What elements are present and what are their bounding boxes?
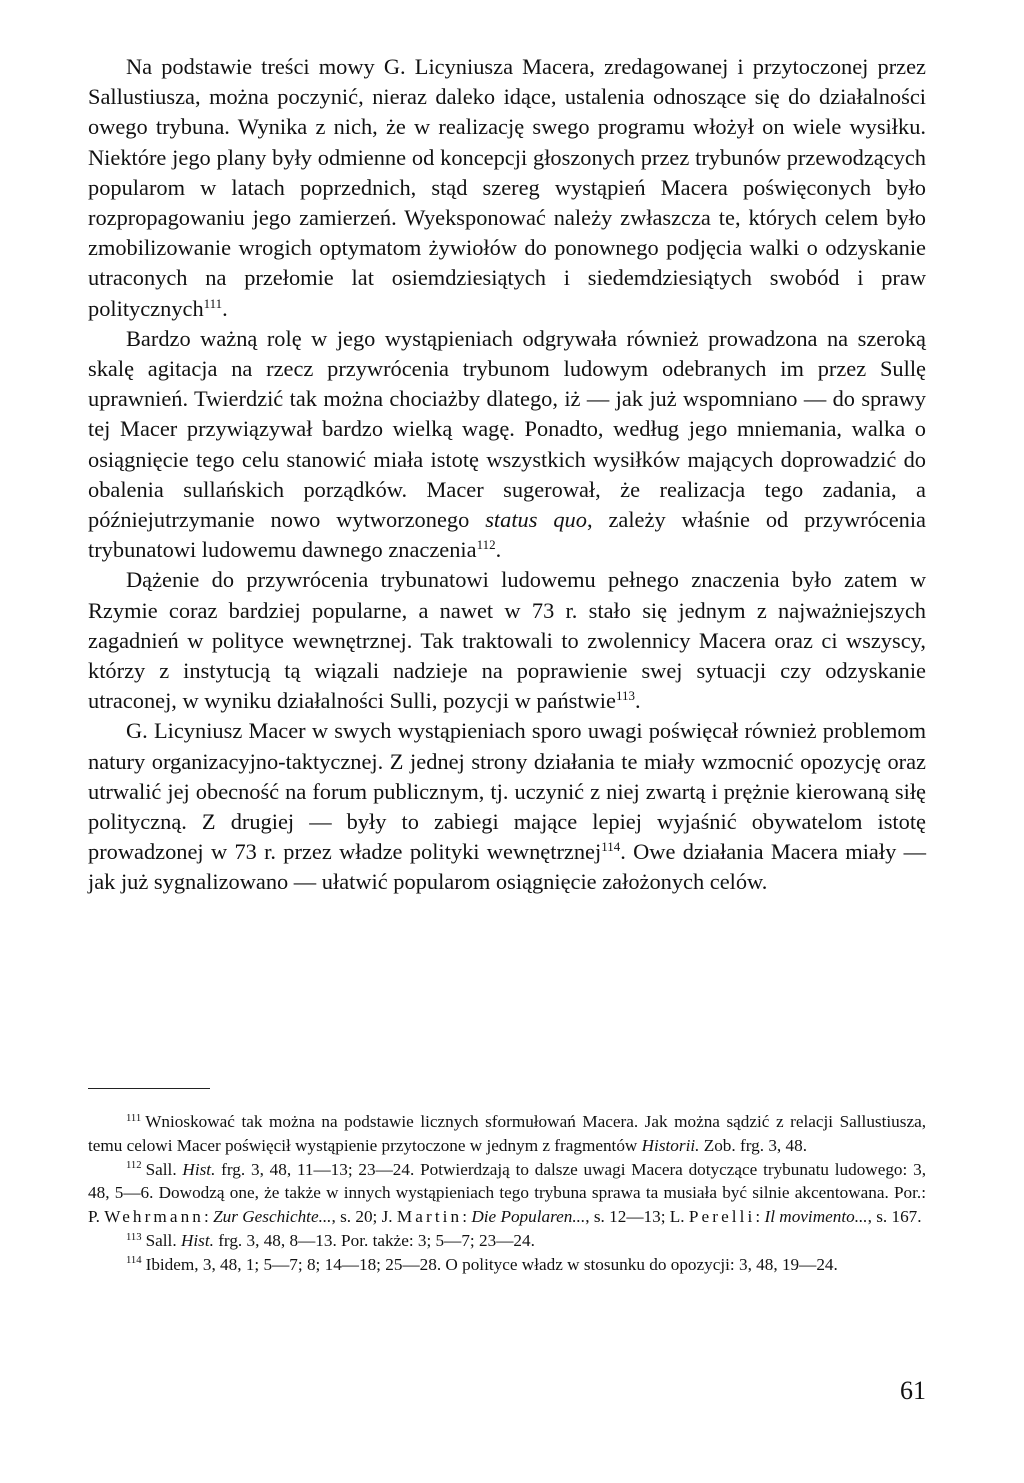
paragraph-3-text: Dążenie do przywrócenia trybunatowi ludowemu pełnego znaczenia było zatem w Rzymie coraz bardziej popularne, a nawet w 73 r. stało się jednym z najważniejszych zagadnień w polityce wewnętrznej. Tak traktowali to zwolennicy Macera oraz ci wszyscy, którzy z instytucją tą wiązali nadzieje na poprawienie swej sytuacji czy odzyskanie utraconej, w wyniku działalności Sulli, pozycji w państwie xyxy=(88,567,926,714)
paragraph-2-text-a: Bardzo ważną rolę w jego wystąpieniach odgrywała również prowadzona na szeroką skalę agitacja na rzecz przywrócenia trybunom ludowym odebranych im przez Sullę uprawnień. Twierdzić tak można chociażby dlatego, iż — jak już wspomniano — do sprawy tej Macer przywiązywał bardzo wielką wagę. Ponadto, według jego mniemania, walka o osiągnięcie tego celu stanowić miała istotę wszystkich wysiłków mających doprowadzić do obalenia sullańskich porządków. Macer sugerował, że realizacja tego zadania, a późniejutrzymanie nowo wytworzonego xyxy=(88,325,926,533)
footnote-ref-113[interactable]: 113 xyxy=(615,688,635,704)
footnote-112-author-2: Martin xyxy=(396,1207,463,1227)
footnote-112-author-3: Perelli xyxy=(688,1207,756,1227)
page-number: 61 xyxy=(900,1376,926,1405)
footnote-114-text: Ibidem, 3, 48, 1; 5—7; 8; 14—18; 25—28. O polityce władz w stosunku do opozycji: 3, 48, 19—24. xyxy=(145,1254,838,1274)
footnote-number: 112 xyxy=(126,1160,142,1172)
paragraph-4 xyxy=(88,716,926,897)
paragraph-2-text-b: , zależy właśnie od przywrócenia trybunatowi ludowemu dawnego znaczenia xyxy=(88,507,926,563)
paragraph-2 xyxy=(88,324,926,566)
footnote-112-text-c: : xyxy=(204,1207,214,1227)
footnote-112-text-f: , s. 12—13; L. xyxy=(585,1207,689,1227)
footnote-112-text-a: Sall. xyxy=(145,1159,183,1179)
paragraph-3-end: . xyxy=(634,688,641,714)
paragraph-4-text-a: G. Licyniusz Macer w swych wystąpieniach sporo uwagi poświęcał również problemom natury organizacyjno-taktycznej. Z jednej strony działania te miały wzmocnić opozycję oraz utrwalić jej obecność na forum publicznym, tj. uczynić z niej zwartą i prężnie kierowaną siłę polityczną. Z drugiej — były to zabiegi mające lepiej wyjaśnić obywatelom istotę prowadzonej w 73 r. przez władze polityki wewnętrznej xyxy=(88,718,926,865)
footnote-number: 113 xyxy=(126,1231,142,1243)
footnote-ref-114[interactable]: 114 xyxy=(601,839,621,855)
footnote-111-text-b: Zob. frg. 3, 48. xyxy=(699,1135,807,1155)
paragraph-3 xyxy=(88,565,926,716)
footnote-112-text-b: frg. 3, 48, 11—13; 23—24. Potwierdzają to dalsze uwagi Macera dotyczące trybunatu ludowego: 3, 48, 5—6. Dowodzą one, że także w innych wystąpieniach tego trybuna sprawa ta musiała być silnie akcentowana. Por.: P. xyxy=(88,1159,926,1227)
paragraph-1-end: . xyxy=(222,295,228,321)
footnote-113-text-b: frg. 3, 48, 8—13. Por. także: 3; 5—7; 23—24. xyxy=(213,1230,535,1250)
footnote-112-title-2: Die Popularen... xyxy=(471,1207,586,1227)
main-text xyxy=(88,52,926,898)
footnote-111-text-a: Wnioskować tak można na podstawie licznych sformułowań Macera. Jak można sądzić z relacji Sallustiusza, temu celowi Macer poświęcił wystąpienie przytoczone w jednym z fragmentów xyxy=(88,1112,926,1155)
footnote-111 xyxy=(88,1110,926,1158)
footnote-111-italic: Historii. xyxy=(641,1135,700,1155)
footnote-113 xyxy=(88,1229,926,1253)
paragraph-1 xyxy=(88,52,926,324)
footnote-112-hist: Hist. xyxy=(182,1159,216,1179)
footnote-number: 114 xyxy=(126,1255,142,1267)
footnote-divider xyxy=(88,1088,210,1089)
footnote-113-text-a: Sall. xyxy=(145,1230,181,1250)
footnote-112-author-1: Wehrmann xyxy=(104,1207,204,1227)
footnotes xyxy=(88,1110,926,1277)
footnote-112-text-h: , s. 167. xyxy=(867,1207,922,1227)
footnote-113-hist: Hist. xyxy=(180,1230,214,1250)
paragraph-4-text-b: . Owe działania Macera miały — jak już sygnalizowano — ułatwić popularom osiągnięcie założonych celów. xyxy=(88,839,926,895)
footnote-114 xyxy=(88,1253,926,1277)
paragraph-2-italic: status quo xyxy=(485,507,587,533)
footnote-112-text-d: , s. 20; J. xyxy=(331,1207,397,1227)
footnote-ref-111[interactable]: 111 xyxy=(203,295,223,311)
paragraph-2-end: . xyxy=(495,537,502,563)
footnote-112-text-g: : xyxy=(755,1207,765,1227)
footnote-112-title-3: Il movimento... xyxy=(764,1207,868,1227)
paragraph-1-text: Na podstawie treści mowy G. Licyniusza Macera, zredagowanej i przytoczonej przez Sallustiusza, można poczynić, nieraz daleko idące, ustalenia odnoszące się do działalności owego trybuna. Wynika z nich, że w realizację swego programu włożył on wiele wysiłku. Niektóre jego plany były odmienne od koncepcji głoszonych przez trybunów przewodzących popularom w latach poprzednich, stąd szereg wystąpień Macera poświęconych było rozpropagowaniu jego zamierzeń. Wyeksponować należy zwłaszcza te, których celem było zmobilizowanie wrogich optymatom żywiołów do ponownego podjęcia walki o odzyskanie utraconych na przełomie lat osiemdziesiątych i siedemdziesiątych swobód i praw politycznych xyxy=(88,54,926,321)
footnote-ref-112[interactable]: 112 xyxy=(476,537,496,553)
footnote-112-title-1: Zur Geschichte... xyxy=(213,1207,332,1227)
footnote-number: 111 xyxy=(126,1112,142,1124)
footnote-112 xyxy=(88,1158,926,1229)
footnote-112-text-e: : xyxy=(462,1207,472,1227)
